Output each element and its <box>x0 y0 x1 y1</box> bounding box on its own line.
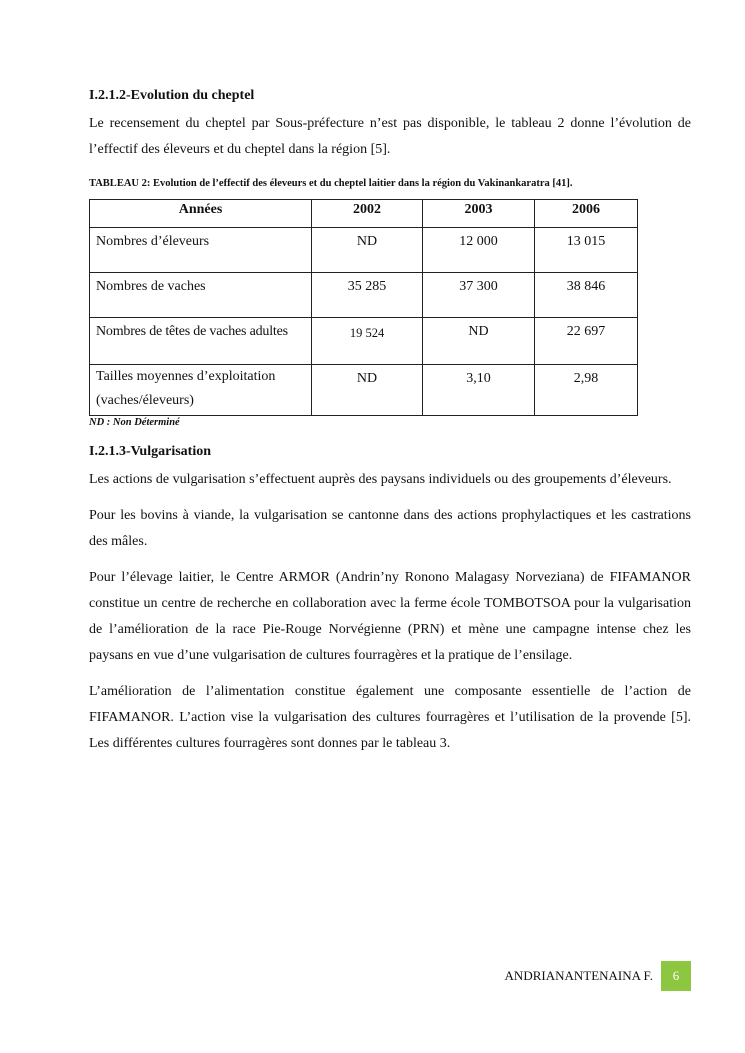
header-cell-2003: 2003 <box>423 200 535 228</box>
table-header-row <box>90 200 638 228</box>
section-heading-evolution: I.2.1.2-Evolution du cheptel <box>89 88 255 103</box>
table-cell: ND <box>423 318 535 365</box>
table-cell: 35 285 <box>312 273 423 318</box>
paragraph-vulgarisation-3: Pour l’élevage laitier, le Centre ARMOR (Andrin’ny Ronono Malagasy Norveziana) de FIFAMANOR constitue un centre de recherche en collaboration avec la ferme école TOMBOTSOA pour la vulgarisation de l’amélioration de la race Pie-Rouge Norvégienne (PRN) et mène une campagne intense chez les paysans en vue d’une vulgarisation de cultures fourragères et la pratique de l’ensilage. <box>89 570 691 663</box>
paragraph-vulgarisation-1: Les actions de vulgarisation s’effectuent auprès des paysans individuels ou des groupements d’éleveurs. <box>89 472 672 487</box>
document-page <box>89 86 691 757</box>
header-cell-2006: 2006 <box>535 200 638 228</box>
header-cell-annees: Années <box>90 200 312 228</box>
section-heading-vulgarisation: I.2.1.3-Vulgarisation <box>89 444 212 459</box>
page-number-badge: 6 <box>661 961 691 991</box>
table-cell: 2,98 <box>535 365 638 416</box>
table-note: ND : Non Déterminé <box>89 417 180 428</box>
table-row <box>90 365 638 416</box>
row-label: Nombres de têtes de vaches adultes <box>90 318 312 365</box>
table-cell: ND <box>312 365 423 416</box>
table-row <box>90 228 638 273</box>
row-label: Nombres d’éleveurs <box>90 228 312 273</box>
table-caption: TABLEAU 2: Evolution de l’effectif des éleveurs et du cheptel laitier dans la région du Vakinankaratra [41]. <box>89 178 573 189</box>
table-row <box>90 273 638 318</box>
row-label: Tailles moyennes d’exploitation (vaches/éleveurs) <box>90 365 312 416</box>
paragraph-vulgarisation-4: L’amélioration de l’alimentation constitue également une composante essentielle de l’action de FIFAMANOR. L’action vise la vulgarisation des cultures fourragères et l’utilisation de la provende [5]. Les différentes cultures fourragères sont donnes par le tableau 3. <box>89 684 691 751</box>
table-cell: 19 524 <box>312 318 423 365</box>
page-footer <box>505 961 691 991</box>
table-row <box>90 318 638 365</box>
header-cell-2002: 2002 <box>312 200 423 228</box>
table-cell: 12 000 <box>423 228 535 273</box>
table-cell: 37 300 <box>423 273 535 318</box>
row-label: Nombres de vaches <box>90 273 312 318</box>
table-cell: 3,10 <box>423 365 535 416</box>
cheptel-table <box>89 199 638 416</box>
footer-author: ANDRIANANTENAINA F. <box>504 968 653 983</box>
table-cell: 13 015 <box>535 228 638 273</box>
paragraph-evolution: Le recensement du cheptel par Sous-préfecture n’est pas disponible, le tableau 2 donne l’évolution de l’effectif des éleveurs et du cheptel dans la région [5]. <box>89 116 691 157</box>
table-cell: 22 697 <box>535 318 638 365</box>
table-cell: 38 846 <box>535 273 638 318</box>
table-cell: ND <box>312 228 423 273</box>
paragraph-vulgarisation-2: Pour les bovins à viande, la vulgarisation se cantonne dans des actions prophylactiques et les castrations des mâles. <box>89 508 691 549</box>
